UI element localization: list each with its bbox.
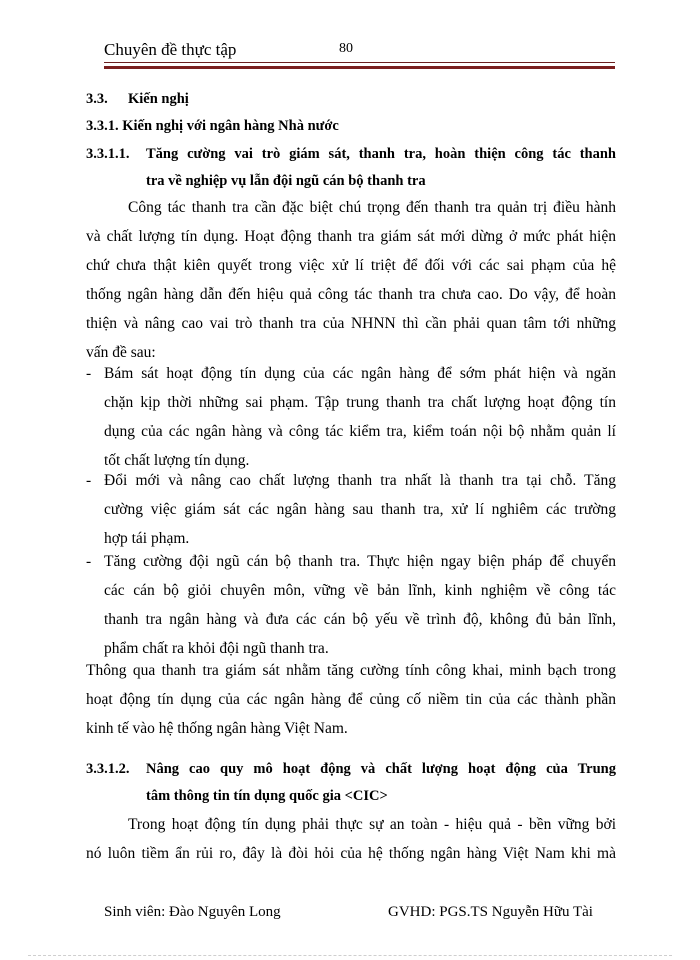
bullet3-line2: các cán bộ giỏi chuyên môn, vững về bản lĩnh, kinh nghiệm về công tác: [104, 582, 616, 599]
para2-line2: hoạt động tín dụng của các ngân hàng để củng cố niềm tin của các thành phần: [86, 691, 616, 708]
para1-line4: thống ngân hàng dẫn đến hiệu quả công tác thanh tra chưa cao. Do vậy, để hoàn: [86, 286, 616, 303]
bullet3-line3: thanh tra ngân hàng và đưa các cán bộ yếu về trình độ, không đủ bản lĩnh,: [104, 611, 616, 628]
bullet2-line2: cường việc giám sát các ngân hàng sau thanh tra, xử lí nghiêm các trường: [104, 501, 616, 518]
para3-line2: nó luôn tiềm ẩn rủi ro, đây là đòi hỏi của hệ thống ngân hàng Việt Nam khi mà: [86, 845, 616, 862]
bullet-dash-2: -: [86, 472, 92, 489]
bullet1-line4: tốt chất lượng tín dụng.: [104, 452, 250, 469]
heading-3-3-1: 3.3.1. Kiến nghị với ngân hàng Nhà nước: [86, 118, 339, 134]
footer-advisor: GVHD: PGS.TS Nguyễn Hữu Tài: [388, 904, 593, 920]
bullet-dash-3: -: [86, 553, 92, 570]
para1-line5: thiện và nâng cao vai trò thanh tra của NHNN thì cần phải quan tâm tới những: [86, 315, 616, 332]
page-number: 80: [339, 41, 353, 56]
heading-3-3-1-1-number: 3.3.1.1.: [86, 146, 130, 162]
para2-line1: Thông qua thanh tra giám sát nhằm tăng cường tính công khai, minh bạch trong: [86, 662, 616, 679]
header-rule-thin: [104, 62, 615, 63]
heading-3-3-number: 3.3.: [86, 91, 108, 107]
para3-line1: Trong hoạt động tín dụng phải thực sự an toàn - hiệu quả - bền vững bởi: [128, 816, 616, 833]
para1-line3: chứ chưa thật kiên quyết trong việc xử lí triệt để đối với các sai phạm của hệ: [86, 257, 616, 274]
footer-student: Sinh viên: Đào Nguyên Long: [104, 904, 281, 920]
para1-line6: vấn đề sau:: [86, 344, 156, 361]
bullet2-line3: hợp tái phạm.: [104, 530, 190, 547]
header-rule-thick: [104, 66, 615, 69]
heading-3-3-1-1-line2: tra về nghiệp vụ lẫn đội ngũ cán bộ thanh tra: [146, 173, 426, 189]
bullet3-line1: Tăng cường đội ngũ cán bộ thanh tra. Thực hiện ngay biện pháp để chuyển: [104, 553, 616, 570]
bullet1-line1: Bám sát hoạt động tín dụng của các ngân hàng để sớm phát hiện và ngăn: [104, 365, 616, 382]
heading-3-3-1-1-line1: Tăng cường vai trò giám sát, thanh tra, hoàn thiện công tác thanh: [146, 146, 616, 162]
para1-line2: và chất lượng tín dụng. Hoạt động thanh tra giám sát mới dừng ở mức phát hiện: [86, 228, 616, 245]
heading-3-3-text: Kiến nghị: [128, 91, 189, 107]
bullet1-line3: dụng của các ngân hàng và công tác kiểm tra, kiểm toán nội bộ nhằm quản lí: [104, 423, 616, 440]
para1-line1: Công tác thanh tra cần đặc biệt chú trọng đến thanh tra quản trị điều hành: [128, 199, 616, 216]
para2-line3: kinh tế vào hệ thống ngân hàng Việt Nam.: [86, 720, 348, 737]
header-title: Chuyên đề thực tập: [104, 40, 237, 59]
bullet-dash-1: -: [86, 365, 92, 382]
heading-3-3-1-2-line1: Nâng cao quy mô hoạt động và chất lượng hoạt động của Trung: [146, 761, 616, 777]
bullet3-line4: phẩm chất ra khỏi đội ngũ thanh tra.: [104, 640, 329, 657]
heading-3-3-1-2-number: 3.3.1.2.: [86, 761, 130, 777]
bullet1-line2: chặn kịp thời những sai phạm. Tập trung thanh tra chất lượng hoạt động tín: [104, 394, 616, 411]
heading-3-3-1-2-line2: tâm thông tin tín dụng quốc gia <CIC>: [146, 788, 388, 804]
bullet2-line1: Đổi mới và nâng cao chất lượng thanh tra nhất là thanh tra tại chỗ. Tăng: [104, 472, 616, 489]
page-bottom-divider: [28, 955, 672, 956]
